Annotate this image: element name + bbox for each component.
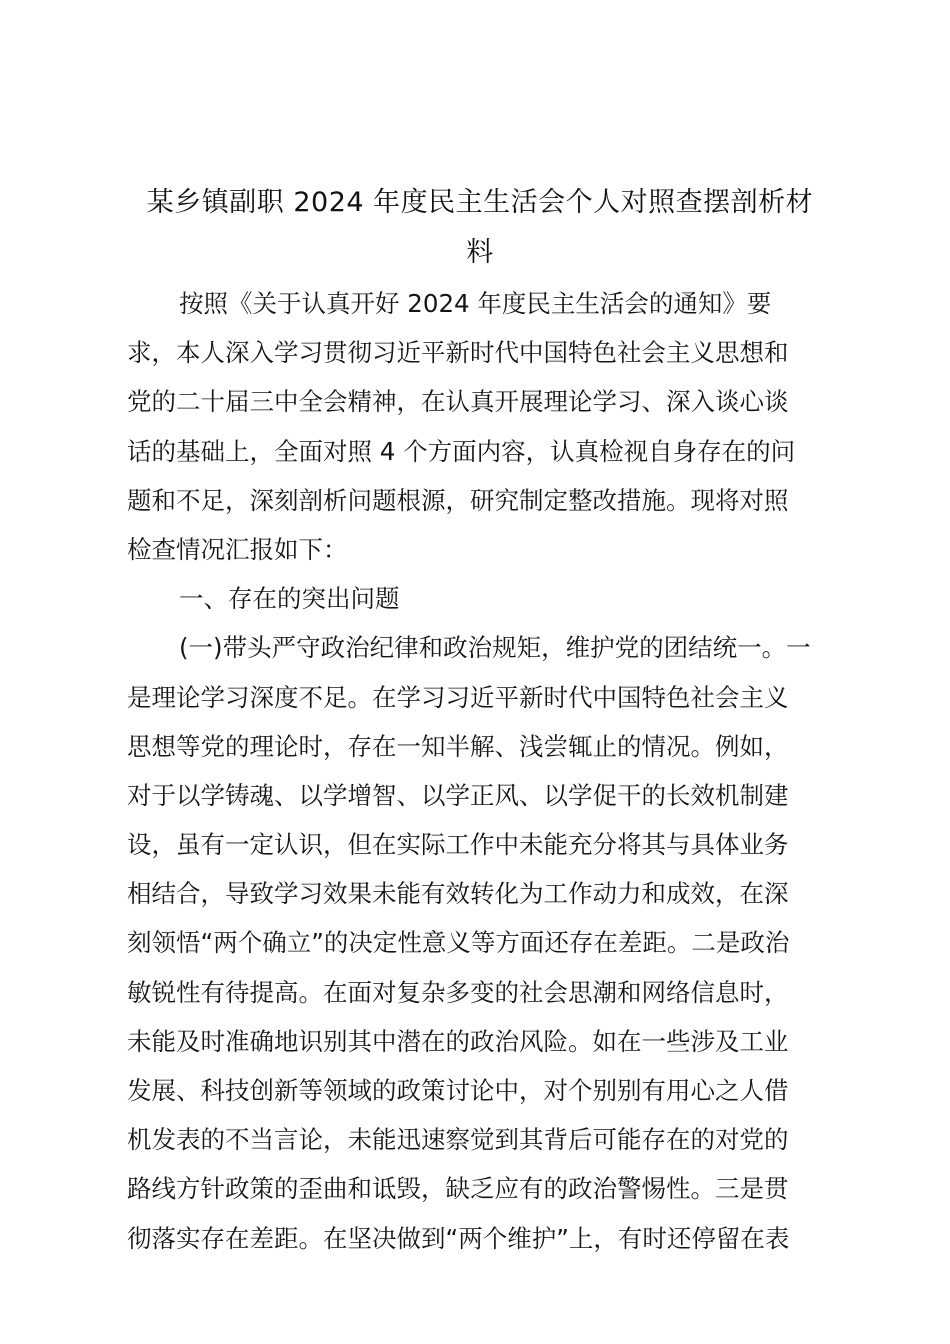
paragraph-line: 未能及时准确地识别其中潜在的政治风险。如在一些涉及工业 xyxy=(127,1026,789,1056)
paragraph-line: 话的基础上，全面对照 4 个方面内容，认真检视自身存在的问 xyxy=(127,436,796,466)
paragraph-line: 机发表的不当言论，未能迅速察觉到其背后可能存在的对党的 xyxy=(127,1125,789,1155)
document-body xyxy=(127,279,827,1263)
paragraph-line: 刻领悟“两个确立”的决定性意义等方面还存在差距。二是政治 xyxy=(127,928,790,958)
paragraph-line: 是理论学习深度不足。在学习习近平新时代中国特色社会主义 xyxy=(127,682,789,712)
paragraph-line: 彻落实存在差距。在坚决做到“两个维护”上，有时还停留在表 xyxy=(127,1223,790,1253)
paragraph-line: (一)带头严守政治纪律和政治规矩，维护党的团结统一。一 xyxy=(179,633,811,663)
paragraph-line: 对于以学铸魂、以学增智、以学正风、以学促干的长效机制建 xyxy=(127,780,789,810)
paragraph-line: 题和不足，深刻剖析问题根源，研究制定整改措施。现将对照 xyxy=(127,485,789,515)
paragraph-line: 党的二十届三中全会精神，在认真开展理论学习、深入谈心谈 xyxy=(127,387,789,417)
document-title xyxy=(125,178,835,278)
paragraph-line: 设，虽有一定认识，但在实际工作中未能充分将其与具体业务 xyxy=(127,830,789,860)
paragraph-line: 检查情况汇报如下： xyxy=(127,534,348,564)
paragraph-line: 思想等党的理论时，存在一知半解、浅尝辄止的情况。例如， xyxy=(127,731,789,761)
paragraph-line: 敏锐性有待提高。在面对复杂多变的社会思潮和网络信息时， xyxy=(127,977,789,1007)
title-line: 料 xyxy=(466,237,494,268)
title-line: 某乡镇副职 2024 年度民主生活会个人对照查摆剖析材 xyxy=(146,187,814,218)
section-heading: 一、存在的突出问题 xyxy=(179,584,400,614)
paragraph-line: 路线方针政策的歪曲和诋毁，缺乏应有的政治警惕性。三是贯 xyxy=(127,1174,789,1204)
paragraph-line: 求，本人深入学习贯彻习近平新时代中国特色社会主义思想和 xyxy=(127,338,789,368)
paragraph-line: 发展、科技创新等领域的政策讨论中，对个别别有用心之人借 xyxy=(127,1076,789,1105)
paragraph-line: 相结合，导致学习效果未能有效转化为工作动力和成效，在深 xyxy=(127,879,789,909)
paragraph-line: 按照《关于认真开好 2024 年度民主生活会的通知》要 xyxy=(179,289,772,318)
